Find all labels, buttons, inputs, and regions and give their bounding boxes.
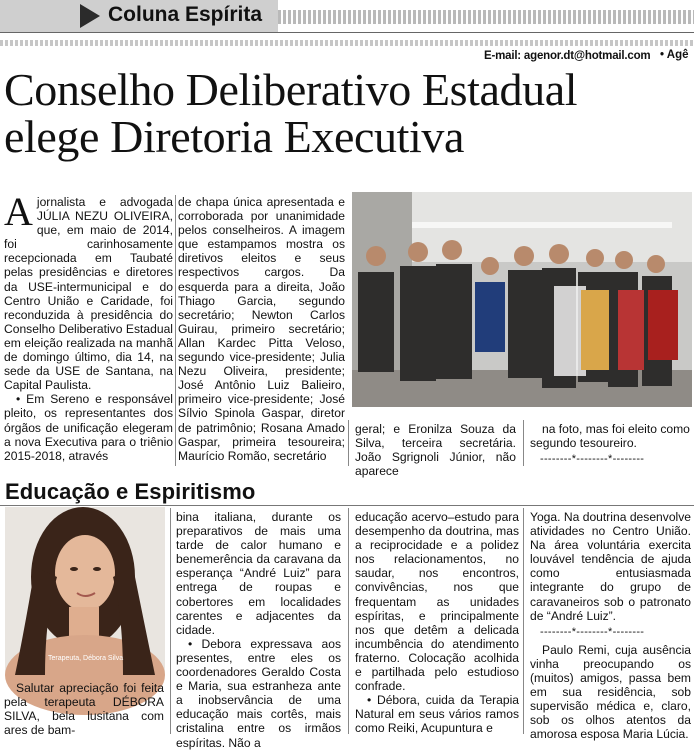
article-column-4	[530, 422, 690, 450]
article-paragraph: geral; e Eronilza Souza da Silva, terceira secretária. João Sgrignoli Júnior, não aparece	[355, 422, 516, 479]
column-divider	[523, 508, 524, 734]
portrait-photo	[5, 507, 165, 675]
group-photo-image	[352, 192, 692, 407]
section-heading: Educação e Espiritismo	[5, 479, 256, 504]
column-header	[0, 0, 694, 32]
separator: --------*--------*--------	[540, 625, 645, 638]
header-stripe	[278, 10, 694, 24]
article-paragraph: na foto, mas foi eleito como segundo tesoureiro.	[530, 422, 690, 451]
column-divider	[170, 508, 171, 734]
article-paragraph: educação acervo–estudo para desempenho da doutrina, mas a reciprocidade e a polidez nos relacionamentos, no saudar, nos encontros, convivências, nos que frequentam as unidades espíritas, e principalmente nos que detêm a delicada incumbência do atendimento fraterno. Colocação acolhida e partilhada pelo estudioso confrade.	[355, 510, 519, 694]
author-email[interactable]: E-mail: agenor.dt@hotmail.com	[484, 50, 651, 62]
column-divider	[348, 508, 349, 734]
photo-caption: Terapeuta, Débora Silva	[48, 655, 124, 662]
article-paragraph: Yoga. Na doutrina desenvolve atividades no Centro União. Na área voluntária exercita louvável tendência de ajuda como entusiasmada integrante do grupo de caravaneiros sob o patronato de “André Luiz”.	[530, 510, 691, 623]
headline-line-1: Conselho Deliberativo Estadual	[4, 64, 578, 115]
article-paragraph: de chapa única apresentada e corroborada por unanimidade pelos conselheiros. A imagem que estampamos mostra os diretivos eleitos e seus respectivos cargos. Da esquerda para a direita, João Thiago Garcia, segundo secretário; Newton Carlos Guirau, primeiro secretário; Allan Kardec Pitta Veloso, segundo vice-presidente; Julia Nezu Oliveira, presidente; José Antônio Luiz Balieiro, primeiro vice-presidente; José Sílvio Spinola Gaspar, diretor de patrimônio; Rosana Amado Gaspar, primeira tesoureira; Maurício Romão, secretário	[178, 195, 345, 463]
section-rule	[0, 505, 694, 506]
headline	[4, 66, 694, 160]
column-divider	[523, 420, 524, 466]
author-signature: • Agê	[660, 49, 689, 61]
portrait-photo-image	[5, 507, 165, 675]
article-column-2	[178, 195, 345, 463]
section2-column-4	[530, 510, 691, 742]
separator: --------*--------*--------	[540, 453, 645, 465]
section2-column-1	[4, 681, 164, 737]
section-title: Coluna Espírita	[108, 3, 263, 26]
drop-cap: A	[4, 189, 33, 234]
article-paragraph: • Debora expressava aos presentes, entre eles os coordenadores Geraldo Costa e Maria, sua estranheza ante a inobservância de uma educação mais cortês, mais cristalina entre os irmãos espíritas. Não a	[176, 636, 341, 750]
column-divider	[175, 195, 176, 466]
article-paragraph: Paulo Remi, cuja ausência vinha preocupando os (muitos) amigos, passa bem em sua residência, sob supervisão médica e, claro, sob os olhos atentos da amorosa esposa Maria Lúcia.	[530, 642, 691, 742]
column-divider	[348, 420, 349, 466]
section2-column-3	[355, 510, 519, 736]
headline-line-2: elege Diretoria Executiva	[4, 111, 464, 162]
header-rule	[0, 32, 694, 33]
header-arrow-icon	[80, 4, 100, 28]
article-paragraph: • Débora, cuida da Terapia Natural em seus vários ramos como Reiki, Acupuntura e	[355, 693, 519, 736]
header-dotted-line	[0, 40, 694, 46]
article-paragraph: bina italiana, durante os preparativos de mais uma tarde de calor humano e benemerência da caravana da esperança “André Luiz” para entrega de roupas e cobertores em localidades carentes e adjacentes da cidade.	[176, 510, 341, 637]
article-paragraph: • Em Sereno e responsável pleito, os representantes dos órgãos de unificação elegeram a nova Executiva para o triênio 2015-2018, através	[4, 392, 173, 463]
article-paragraph: jornalista e advogada JÚLIA NEZU OLIVEIRA, que, em maio de 2014, foi carinhosamente recepcionada em Taubaté pelas presidências e diretores da USE-intermunicipal e do Centro União e Caridade, foi reconduzida à presidência do Conselho Deliberativo Estadual em eleição realizada na manhã de domingo último, dia 14, na sede da USE de Santana, na Capital Paulista.	[4, 195, 173, 393]
article-paragraph: Salutar apreciação foi feita pela terapeuta DÉBORA SILVA, bela lusitana com ares de bam-	[4, 681, 164, 738]
section2-column-2	[176, 510, 341, 750]
group-photo	[352, 192, 692, 407]
article-column-1	[4, 189, 173, 463]
article-column-3	[355, 422, 516, 478]
